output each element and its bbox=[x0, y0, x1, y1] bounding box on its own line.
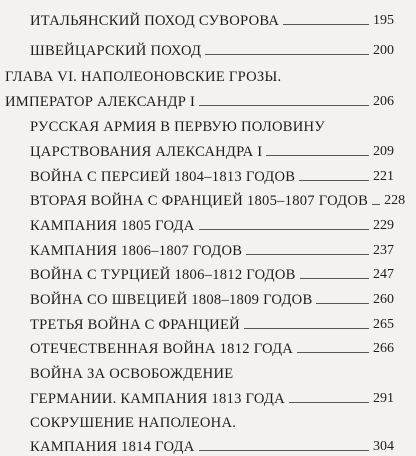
dot-leader bbox=[246, 254, 369, 255]
toc-entry-page: 209 bbox=[373, 144, 394, 159]
toc-entry bbox=[30, 139, 394, 161]
toc-entry-title: ГЕРМАНИИ. КАМПАНИЯ 1813 ГОДА bbox=[30, 391, 285, 407]
toc-entry-page: 229 bbox=[373, 218, 394, 233]
toc-entry bbox=[30, 238, 394, 260]
dot-leader bbox=[205, 54, 369, 55]
toc-entry bbox=[30, 38, 394, 60]
toc-entry-page: 221 bbox=[373, 169, 394, 184]
dot-leader bbox=[316, 303, 369, 304]
toc-entry bbox=[30, 262, 394, 284]
toc-entry-first-line bbox=[30, 361, 394, 383]
toc-entry bbox=[30, 434, 394, 456]
toc-entry-title: КАМПАНИЯ 1805 ГОДА bbox=[30, 218, 195, 234]
toc-entry-page: 237 bbox=[373, 243, 394, 258]
toc-entry-page: 195 bbox=[373, 13, 394, 28]
toc-entry-title: РУССКАЯ АРМИЯ В ПЕРВУЮ ПОЛОВИНУ bbox=[30, 119, 325, 135]
toc-entry bbox=[30, 188, 406, 210]
toc-entry-title: ВОЙНА С ПЕРСИЕЙ 1804–1813 ГОДОВ bbox=[30, 169, 296, 185]
toc-entry-first-line bbox=[30, 114, 394, 136]
dot-leader bbox=[283, 24, 369, 25]
dot-leader bbox=[244, 328, 369, 329]
toc-entry-title: ШВЕЙЦАРСКИЙ ПОХОД bbox=[30, 43, 202, 59]
toc-entry-page: 265 bbox=[373, 317, 394, 332]
toc-entry-page: 247 bbox=[373, 267, 394, 282]
dot-leader bbox=[199, 450, 369, 451]
toc-entry-title: ВОЙНА СО ШВЕЦИЕЙ 1808–1809 ГОДОВ bbox=[30, 292, 313, 308]
toc-entry-title: ГЛАВА VI. НАПОЛЕОНОВСКИЕ ГРОЗЫ. bbox=[5, 69, 282, 85]
toc-entry bbox=[30, 287, 394, 309]
toc-entry-title: ВТОРАЯ ВОЙНА С ФРАНЦИЕЙ 1805–1807 ГОДОВ bbox=[30, 193, 369, 209]
dot-leader bbox=[372, 204, 380, 205]
toc-entry-title: ВОЙНА ЗА ОСВОБОЖДЕНИЕ bbox=[30, 366, 234, 382]
toc-entry-title: СОКРУШЕНИЕ НАПОЛЕОНА. bbox=[30, 415, 237, 431]
toc-entry-title: ИТАЛЬЯНСКИЙ ПОХОД СУВОРОВА bbox=[30, 13, 280, 29]
dot-leader bbox=[299, 180, 369, 181]
dot-leader bbox=[199, 105, 369, 106]
toc-entry bbox=[30, 8, 394, 30]
toc-entry-title: ТРЕТЬЯ ВОЙНА С ФРАНЦИЕЙ bbox=[30, 317, 240, 333]
toc-entry bbox=[30, 336, 394, 358]
toc-entry bbox=[30, 164, 394, 186]
dot-leader bbox=[266, 155, 369, 156]
dot-leader bbox=[297, 352, 369, 353]
toc-entry-page: 200 bbox=[373, 43, 394, 58]
toc-chapter-heading bbox=[5, 64, 394, 86]
toc-entry-title: КАМПАНИЯ 1806–1807 ГОДОВ bbox=[30, 243, 243, 259]
toc-entry bbox=[5, 89, 394, 111]
toc-entry bbox=[30, 386, 394, 408]
toc-entry-page: 260 bbox=[373, 292, 394, 307]
toc-entry-page: 228 bbox=[384, 193, 406, 208]
dot-leader bbox=[300, 278, 369, 279]
dot-leader bbox=[199, 229, 369, 230]
toc-entry-page: 304 bbox=[373, 439, 394, 454]
toc-entry bbox=[30, 312, 394, 334]
toc-entry-title: ОТЕЧЕСТВЕННАЯ ВОЙНА 1812 ГОДА bbox=[30, 341, 294, 357]
toc-entry-title: ВОЙНА С ТУРЦИЕЙ 1806–1812 ГОДОВ bbox=[30, 267, 296, 283]
toc-entry-title: КАМПАНИЯ 1814 ГОДА bbox=[30, 439, 195, 455]
toc-entry-page: 291 bbox=[373, 391, 394, 406]
toc-entry-page: 206 bbox=[373, 94, 394, 109]
toc-entry bbox=[30, 213, 394, 235]
toc-entry-title: ЦАРСТВОВАНИЯ АЛЕКСАНДРА I bbox=[30, 144, 263, 160]
toc-entry-first-line bbox=[30, 410, 394, 432]
toc-entry-page: 266 bbox=[373, 341, 394, 356]
dot-leader bbox=[289, 402, 369, 403]
toc-entry-title: ИМПЕРАТОР АЛЕКСАНДР I bbox=[5, 94, 196, 110]
